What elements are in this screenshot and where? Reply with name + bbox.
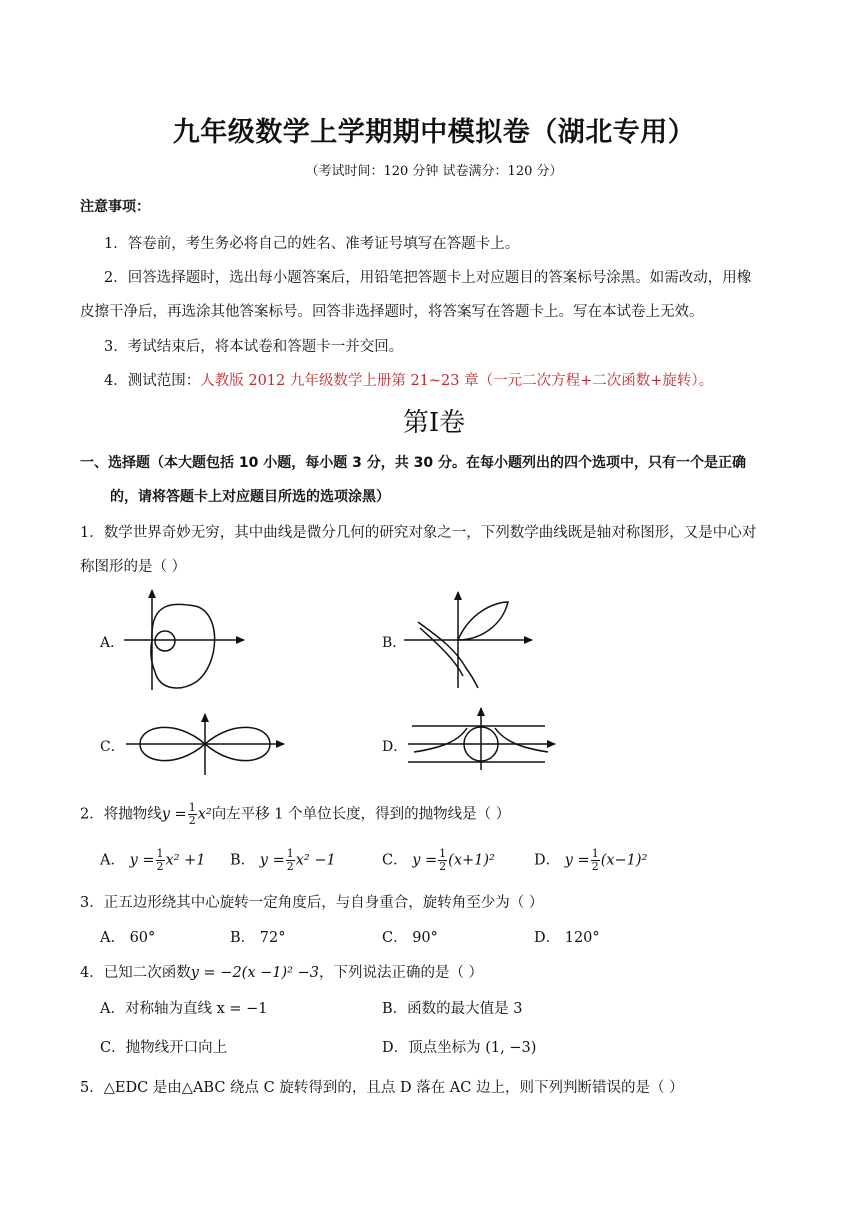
q3-option-c[interactable]: C． 90° — [382, 930, 438, 946]
q2-option-b-y: y = — [259, 852, 285, 869]
q4-formula: y = −2(x −1)² −3 — [190, 965, 319, 981]
page-title: 九年级数学上学期期中模拟卷（湖北专用） — [172, 117, 696, 148]
q2-option-d-frac-num: 1 — [591, 847, 599, 860]
q2-option-d[interactable] — [534, 848, 647, 873]
q2-option-c-label: C． — [382, 852, 408, 869]
q2-option-a-label: A． — [100, 852, 125, 869]
exam-info: （考试时间：120 分钟 试卷满分：120 分） — [305, 164, 563, 179]
q2-option-d-tail: (x−1)² — [600, 852, 648, 869]
notice-item-3: 3．考试结束后，将本试卷和答题卡一并交回。 — [104, 339, 404, 355]
q2-option-b-frac-num: 1 — [286, 847, 294, 860]
q2-option-a-frac-den: 2 — [156, 860, 164, 873]
q2-option-a[interactable] — [100, 848, 206, 873]
q1-option-d-label[interactable]: D． — [382, 739, 408, 755]
test-scope: 人教版 2012 九年级数学上册第 21~23 章（一元二次方程+二次函数+旋转）。 — [200, 373, 714, 389]
q2-option-c-frac-num: 1 — [439, 847, 447, 860]
part1-heading-line-1: 一、选择题（本大题包括 10 小题，每小题 3 分，共 30 分。在每小题列出的四个选项中，只有一个是正确 — [80, 455, 746, 471]
notice-item-2-line-2: 皮擦干净后，再选涂其他答案标号。回答非选择题时，将答案写在答题卡上。写在本试卷上无效。 — [80, 304, 704, 320]
q4-prefix: 4．已知二次函数 — [80, 965, 191, 981]
q3-option-a[interactable]: A． 60° — [100, 930, 156, 946]
notice-heading: 注意事项： — [80, 199, 150, 215]
q1-option-b-label[interactable]: B． — [382, 635, 407, 651]
q2-option-d-frac-den: 2 — [591, 860, 599, 873]
q4-option-b[interactable]: B．函数的最大值是 3 — [382, 1001, 523, 1017]
q2-y-eq: y = — [161, 806, 187, 823]
q3-option-d[interactable]: D． 120° — [534, 930, 600, 946]
q2-prefix: 2．将抛物线 — [80, 806, 162, 823]
q2-option-d-frac — [591, 848, 600, 873]
q3-option-b[interactable]: B． 72° — [230, 930, 286, 946]
q2-fraction-den: 2 — [188, 814, 196, 827]
q4-option-a[interactable]: A．对称轴为直线 x = −1 — [100, 1001, 268, 1017]
q2-option-b-frac-den: 2 — [286, 860, 294, 873]
q2-option-b-label: B． — [230, 852, 256, 869]
q2-option-b-tail: x² −1 — [295, 852, 336, 869]
q2-option-d-label: D． — [534, 852, 561, 869]
q2-option-d-y: y = — [564, 852, 590, 869]
q5-stem: 5．△EDC 是由△ABC 绕点 C 旋转得到的，且点 D 落在 AC 边上，则下列判断错误的是（ ） — [80, 1080, 684, 1096]
q1-option-c-label[interactable]: C． — [100, 739, 125, 755]
q3-stem: 3．正五边形绕其中心旋转一定角度后，与自身重合，旋转角至少为（ ） — [80, 895, 544, 911]
q2-fraction-num: 1 — [188, 801, 196, 814]
notice-item-4 — [104, 369, 713, 390]
q2-option-a-frac — [156, 848, 165, 873]
q2-option-c-y: y = — [412, 852, 438, 869]
q2-fraction — [188, 802, 197, 827]
q4-suffix: ，下列说法正确的是（ ） — [318, 965, 484, 981]
q2-option-c[interactable] — [382, 848, 495, 873]
q2-option-b[interactable] — [230, 848, 336, 873]
q2-option-a-frac-num: 1 — [156, 847, 164, 860]
q1-option-a-label[interactable]: A． — [100, 635, 125, 651]
notice-item-2-line-1: 2．回答选择题时，选出每小题答案后，用铅笔把答题卡上对应题目的答案标号涂黑。如需改动，用橡 — [104, 270, 752, 286]
notice-item-1: 1．答卷前，考生务必将自己的姓名、准考证号填写在答题卡上。 — [104, 236, 520, 252]
q2-option-b-frac — [286, 848, 295, 873]
q1-stem-line-1: 1．数学世界奇妙无穷，其中曲线是微分几何的研究对象之一，下列数学曲线既是轴对称图形，又是中心对 — [80, 525, 757, 541]
q4-option-c[interactable]: C．抛物线开口向上 — [100, 1040, 228, 1056]
q1-stem-line-2: 称图形的是（ ） — [80, 559, 187, 575]
q2-option-a-y: y = — [129, 852, 155, 869]
q2-stem — [80, 802, 510, 827]
q2-option-c-frac-den: 2 — [439, 860, 447, 873]
notice-item-4-prefix: 4．测试范围： — [104, 373, 201, 389]
q2-suffix: 向左平移 1 个单位长度，得到的抛物线是（ ） — [211, 806, 511, 823]
q2-option-c-frac — [438, 848, 447, 873]
part1-heading-line-2: 的，请将答题卡上对应题目所选的选项涂黑） — [110, 489, 390, 505]
q2-x2: x² — [197, 806, 212, 823]
q2-option-a-tail: x² +1 — [165, 852, 206, 869]
q4-stem — [80, 961, 483, 982]
q2-option-c-tail: (x+1)² — [448, 852, 495, 869]
section-title: 第I卷 — [402, 408, 466, 438]
q4-option-d[interactable]: D．顶点坐标为 (1, −3) — [382, 1040, 537, 1056]
